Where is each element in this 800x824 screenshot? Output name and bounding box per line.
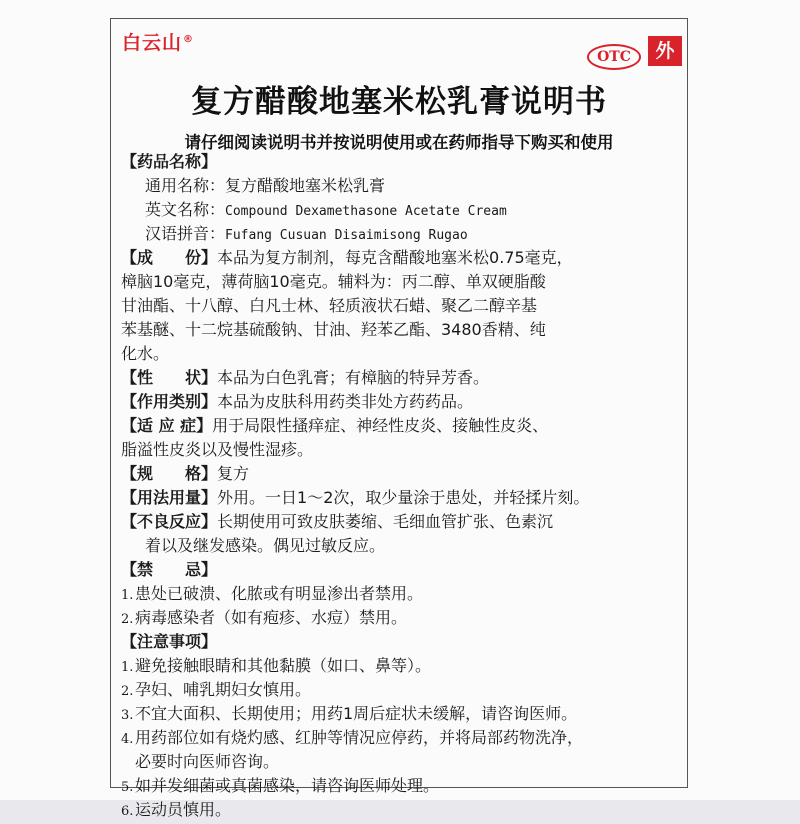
section-header: 【成 份】 (121, 248, 218, 267)
otc-badge: OTC (587, 44, 641, 70)
item-text: 病毒感染者（如有疱疹、水痘）禁用。 (135, 608, 408, 627)
section-header: 【禁 忌】 (121, 560, 218, 579)
contraindication-item (121, 582, 681, 606)
section-specification (121, 462, 681, 486)
external-use-badge: 外 (648, 36, 682, 66)
section-header: 【适 应 症】 (121, 416, 213, 435)
contraindication-item (121, 606, 681, 630)
item-number: 1. (121, 660, 134, 675)
document-body (121, 150, 681, 822)
section-dosage (121, 486, 681, 510)
section-header: 【性 状】 (121, 368, 218, 387)
adverse-line: 长期使用可致皮肤萎缩、毛细血管扩张、色素沉 (217, 512, 554, 531)
pinyin-value: Fufang Cusuan Disaimisong Rugao (225, 228, 468, 243)
precaution-item-continuation: 必要时向医师咨询。 (135, 752, 280, 771)
registered-mark: ® (183, 33, 195, 45)
english-name-label: 英文名称： (145, 200, 226, 219)
section-header: 【注意事项】 (121, 632, 218, 651)
composition-line: 甘油酯、十八醇、白凡士林、轻质液状石蜡、聚乙二醇辛基 (121, 296, 538, 315)
section-header: 【作用类别】 (121, 392, 218, 411)
indications-line: 用于局限性搔痒症、神经性皮炎、接触性皮炎、 (212, 416, 549, 435)
section-drug-name (121, 150, 681, 174)
dosage-text: 外用。一日1～2次，取少量涂于患处，并轻揉片刻。 (217, 488, 590, 507)
item-number: 1. (121, 588, 134, 603)
pinyin-label: 汉语拼音： (145, 224, 226, 243)
indications-line: 脂溢性皮炎以及慢性湿疹。 (121, 440, 314, 459)
generic-name-label: 通用名称： (145, 176, 226, 195)
section-header: 【用法用量】 (121, 488, 218, 507)
item-text: 运动员慎用。 (135, 800, 232, 819)
item-number: 2. (121, 612, 134, 627)
composition-line: 樟脑10毫克，薄荷脑10毫克。辅料为：丙二醇、单双硬脂酸 (121, 272, 546, 291)
document-title: 复方醋酸地塞米松乳膏说明书 (191, 84, 607, 120)
precaution-item (121, 798, 681, 822)
brand-logo (122, 28, 194, 55)
item-text: 不宜大面积、长期使用；用药1周后症状未缓解，请咨询医师。 (135, 704, 578, 723)
item-text: 如并发细菌或真菌感染，请咨询医师处理。 (135, 776, 440, 795)
composition-line: 苯基醚、十二烷基硫酸钠、甘油、羟苯乙酯、3480香精、纯 (121, 320, 546, 339)
item-text: 患处已破溃、化脓或有明显渗出者禁用。 (135, 584, 424, 603)
description-text: 本品为白色乳膏；有樟脑的特异芳香。 (217, 368, 490, 387)
section-category (121, 390, 681, 414)
section-adverse (121, 510, 681, 534)
section-header: 【药品名称】 (121, 152, 218, 171)
precaution-item (121, 774, 681, 798)
composition-line: 化水。 (121, 344, 170, 363)
document-subtitle: 请仔细阅读说明书并按说明使用或在药师指导下购买和使用 (184, 133, 614, 152)
item-number: 3. (121, 708, 134, 723)
section-composition (121, 246, 681, 270)
section-contraindications (121, 558, 681, 582)
precaution-item (121, 678, 681, 702)
english-name-row (121, 198, 681, 222)
item-text: 孕妇、哺乳期妇女慎用。 (135, 680, 312, 699)
generic-name-row (121, 174, 681, 198)
section-description (121, 366, 681, 390)
pinyin-row (121, 222, 681, 246)
english-name-value: Compound Dexamethasone Acetate Cream (225, 204, 507, 219)
item-number: 2. (121, 684, 134, 699)
section-indications (121, 414, 681, 438)
section-header: 【规 格】 (121, 464, 218, 483)
adverse-line: 着以及继发感染。偶见过敏反应。 (145, 536, 386, 555)
precaution-item (121, 726, 681, 750)
composition-line: 本品为复方制剂，每克含醋酸地塞米松0.75毫克， (217, 248, 573, 267)
logo-text: 白云山 (122, 32, 183, 54)
generic-name-value: 复方醋酸地塞米松乳膏 (225, 176, 386, 195)
specification-text: 复方 (217, 464, 250, 483)
category-text: 本品为皮肤科用药类非处方药药品。 (217, 392, 474, 411)
section-precautions (121, 630, 681, 654)
item-number: 5. (121, 780, 134, 795)
item-number: 6. (121, 804, 134, 819)
precaution-item (121, 654, 681, 678)
item-text: 避免接触眼睛和其他黏膜（如口、鼻等）。 (135, 656, 432, 675)
section-header: 【不良反应】 (121, 512, 218, 531)
precaution-item (121, 702, 681, 726)
item-text: 用药部位如有烧灼感、红肿等情况应停药，并将局部药物洗净， (135, 728, 584, 747)
item-number: 4. (121, 732, 134, 747)
